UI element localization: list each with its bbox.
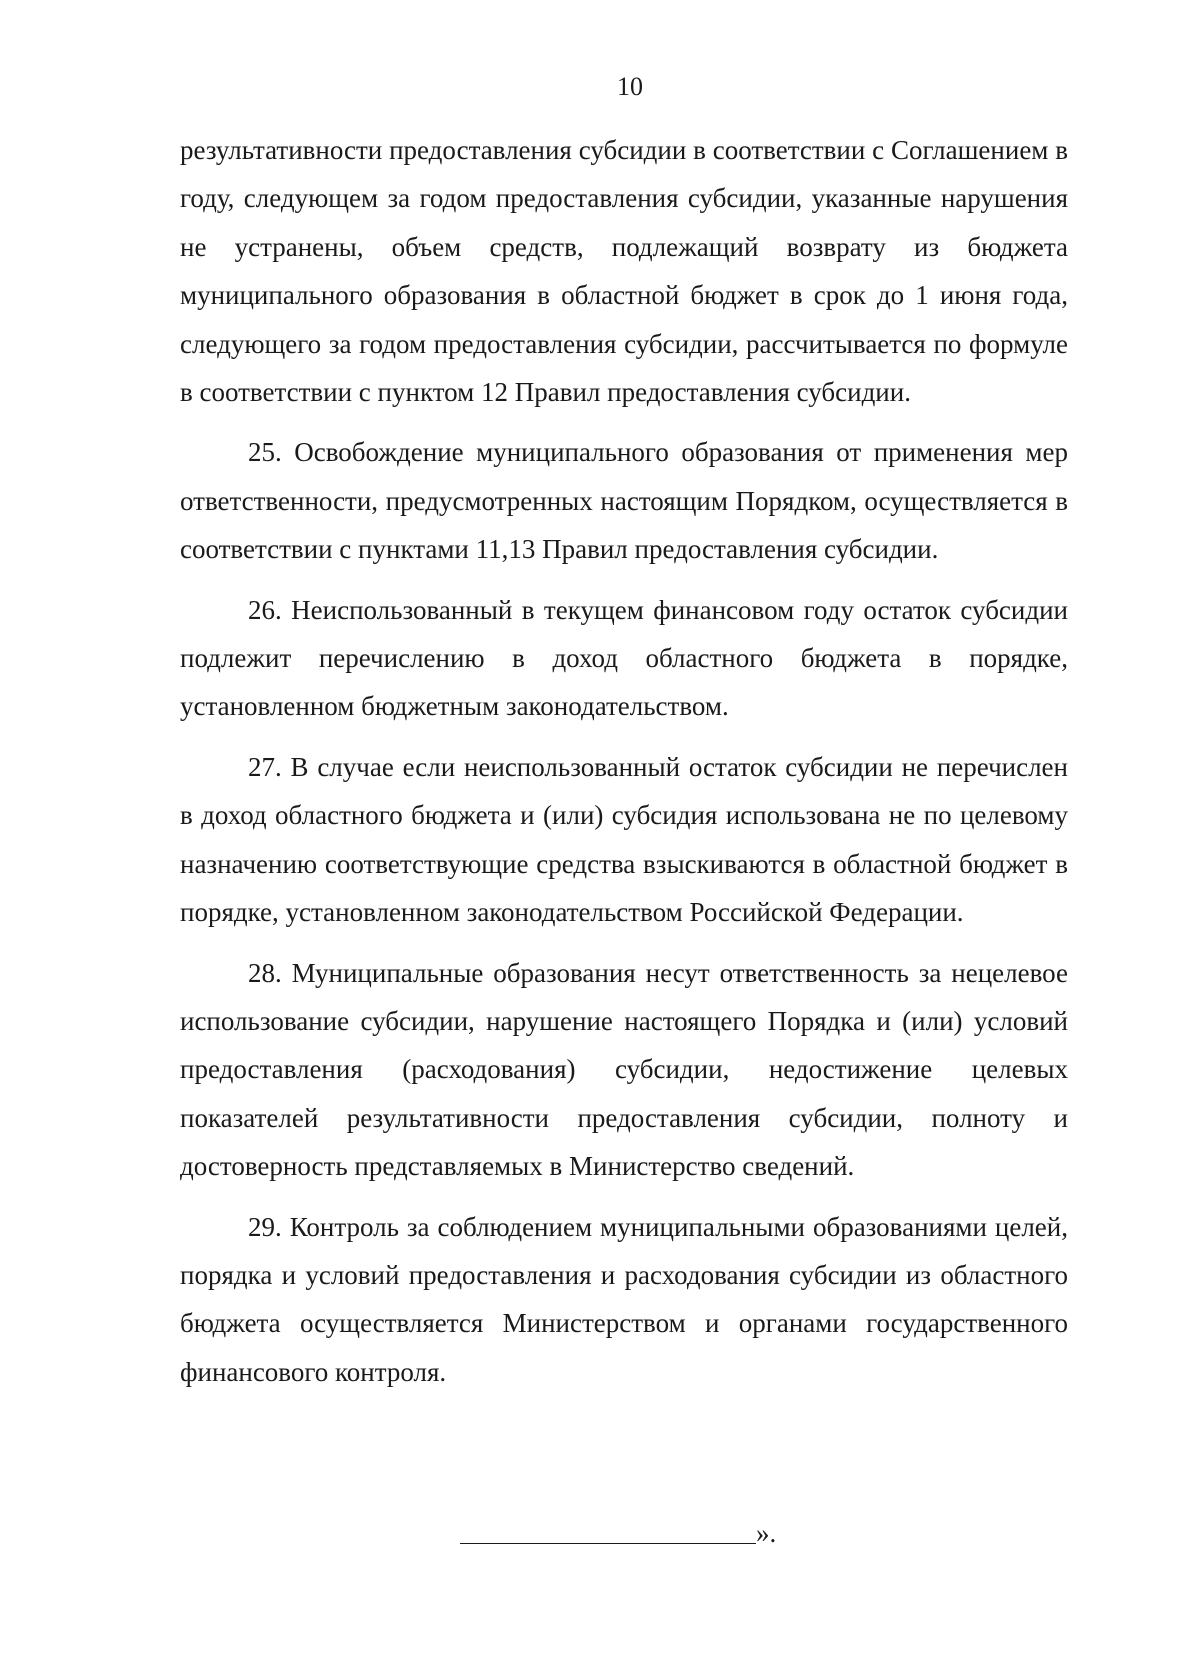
closing-line	[460, 1515, 780, 1551]
paragraph-25: 25. Освобождение муниципального образования от применения мер ответственности, предусмотренных настоящим Порядком, осуществляется в соответствии с пунктами 11,13 Правил предоставления субсидии.	[180, 437, 1068, 565]
document-body	[180, 126, 1068, 1408]
closing-quote-mark: ».	[756, 1518, 777, 1548]
page-number: 10	[617, 72, 643, 101]
paragraph-27: 27. В случае если неиспользованный остаток субсидии не перечислен в доход областного бюджета и (или) субсидия использована не по целевому назначению соответствующие средства взыскиваются в областной бюджет в порядке, установленном законодательством Российской Федерации.	[180, 751, 1068, 928]
paragraph-28: 28. Муниципальные образования несут ответственность за нецелевое использование субсидии, нарушение настоящего Порядка и (или) условий предоставления (расходования) субсидии, недостижение целевых показателей результативности предоставления субсидии, полноту и достоверность представляемых в Министерство сведений.	[180, 957, 1068, 1182]
horizontal-rule	[460, 1543, 756, 1544]
paragraph-continuation: результативности предоставления субсидии в соответствии с Соглашением в году, следующем за годом предоставления субсидии, указанные нарушения не устранены, объем средств, подлежащий возврату из бюджета муниципального образования в областной бюджет в срок до 1 июня года, следующего за годом предоставления субсидии, рассчитывается по формуле в соответствии с пунктом 12 Правил предоставления субсидии.	[180, 135, 1068, 408]
paragraph-26: 26. Неиспользованный в текущем финансовом году остаток субсидии подлежит перечислению в доход областного бюджета в порядке, установленном бюджетным законодательством.	[180, 594, 1068, 722]
paragraph-29: 29. Контроль за соблюдением муниципальными образованиями целей, порядка и условий предоставления и расходования субсидии из областного бюджета осуществляется Министерством и органами государственного финансового контроля.	[180, 1211, 1068, 1387]
